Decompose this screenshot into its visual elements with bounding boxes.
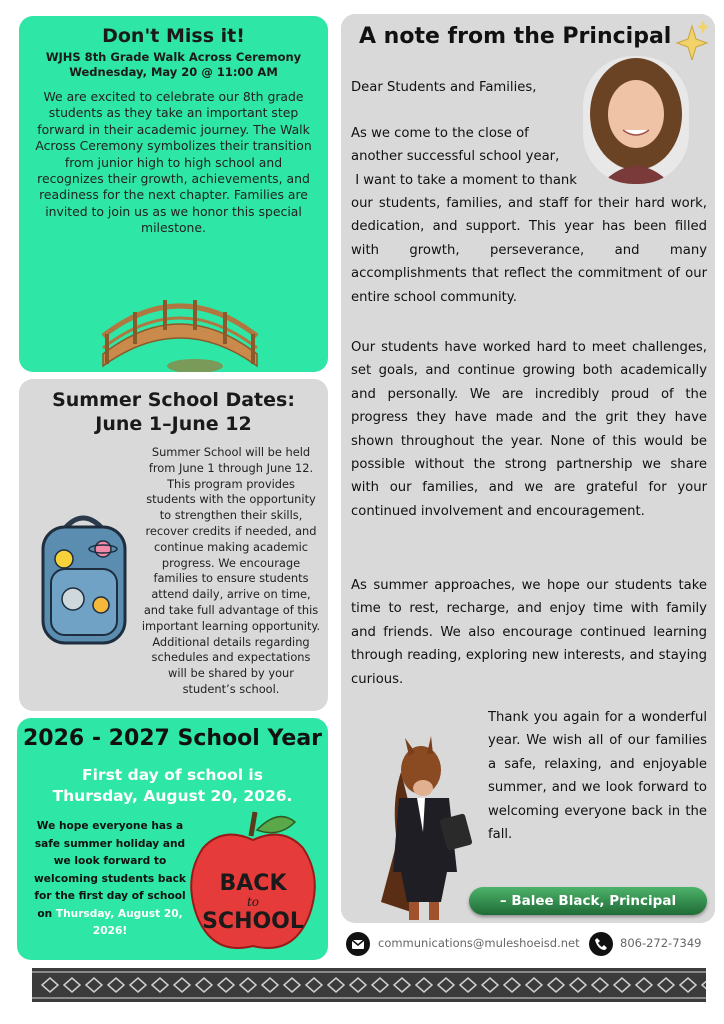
first-day-line2: Thursday, August 20, 2026.: [52, 787, 293, 805]
first-day-text: [17, 765, 328, 807]
paragraph-2: Our students have worked hard to meet challenges, set goals, and continue growing both academically and personally. We are incredibly proud of the progress they have made and the grit they have shown throughout the year. None of this would be possible without the strong partnership we share with our families, and we are grateful for your continued involvement and encouragement.: [351, 340, 707, 519]
paragraph-1-rest: our students, families, and staff for their hard work, dedication, and support. This year has been filled with growth, perseverance, and many accomplishments that reflect the commitment of our entire school community.: [351, 196, 707, 305]
greeting: Dear Students and Families,: [351, 80, 537, 95]
paragraph-1-intro: [351, 122, 591, 192]
summer-school-body: Summer School will be held from June 1 through June 12. This program provides students with the opportunity to strengthen their skills, recover credits if needed, and continue making academic progress. We encourage families to ensure students attend daily, arrive on time, and take full advantage of this important learning opportunity. Additional details regarding schedules and expectations will be shared by your student’s school.: [141, 445, 321, 696]
event-name: WJHS 8th Grade Walk Across Ceremony: [45, 50, 302, 64]
apple-illustration: [183, 808, 323, 958]
principal-note-title: A note from the Principal: [359, 24, 672, 49]
principal-photo: [583, 56, 689, 184]
summer-school-title: [19, 388, 328, 436]
school-year-body: [31, 818, 189, 941]
footer-pattern: [32, 968, 706, 1002]
mail-icon: [346, 932, 370, 956]
school-year-title: 2026 - 2027 School Year: [22, 726, 323, 751]
school-year-body-text: We hope everyone has a safe summer holiday and we look forward to welcoming students back for the first day of school on: [34, 820, 186, 920]
phone-icon: [589, 932, 613, 956]
school-year-card: [17, 718, 328, 960]
apple-text-back: BACK: [219, 871, 287, 896]
summer-school-card: [19, 379, 328, 711]
first-day-line1: First day of school is: [82, 766, 263, 784]
p1-line: I want to take a moment to thank: [351, 172, 577, 188]
bridge-illustration: [95, 274, 265, 372]
dont-miss-body: We are excited to celebrate our 8th grade students as they take an important step forward in their academic journey. The Walk Across Ceremony symbolizes their transition from junior high to high school and recognizes their growth, achievements, and readiness for the next chapter. Families are invited to join us as we honor this special milestone.: [35, 89, 312, 236]
dont-miss-card: [19, 16, 328, 372]
mule-mascot-illustration: [371, 732, 483, 922]
principal-signature: – Balee Black, Principal: [469, 887, 707, 915]
summer-school-title-line1: Summer School Dates:: [52, 389, 295, 411]
p1-line: As we come to the close of: [351, 126, 529, 141]
dont-miss-title: Don't Miss it!: [102, 25, 245, 47]
summer-school-title-line2: June 1–June 12: [95, 413, 252, 435]
p1-line: another successful school year,: [351, 149, 560, 165]
school-year-body-date: Thursday, August 20, 2026!: [55, 907, 183, 937]
paragraph-4: Thank you again for a wonderful year. We wish all of our families a safe, relaxing, and enjoyable summer, and we look forward to welcoming everyone back in the fall.: [488, 710, 707, 843]
paragraph-3: As summer approaches, we hope our students take time to rest, recharge, and enjoy time with family and friends. We also encourage continued learning through reading, exploring new interests, and staying curious.: [351, 578, 707, 687]
contact-bar: [344, 930, 714, 960]
backpack-illustration: [31, 509, 136, 649]
apple-text-school: SCHOOL: [202, 909, 304, 934]
principal-note-card: [341, 14, 715, 923]
contact-phone[interactable]: 806-272-7349: [620, 936, 702, 950]
contact-email[interactable]: communications@muleshoeisd.net: [378, 936, 580, 950]
sparkle-icon: [675, 20, 709, 60]
apple-text-to: to: [246, 895, 260, 909]
event-date: Wednesday, May 20 @ 11:00 AM: [69, 65, 278, 79]
